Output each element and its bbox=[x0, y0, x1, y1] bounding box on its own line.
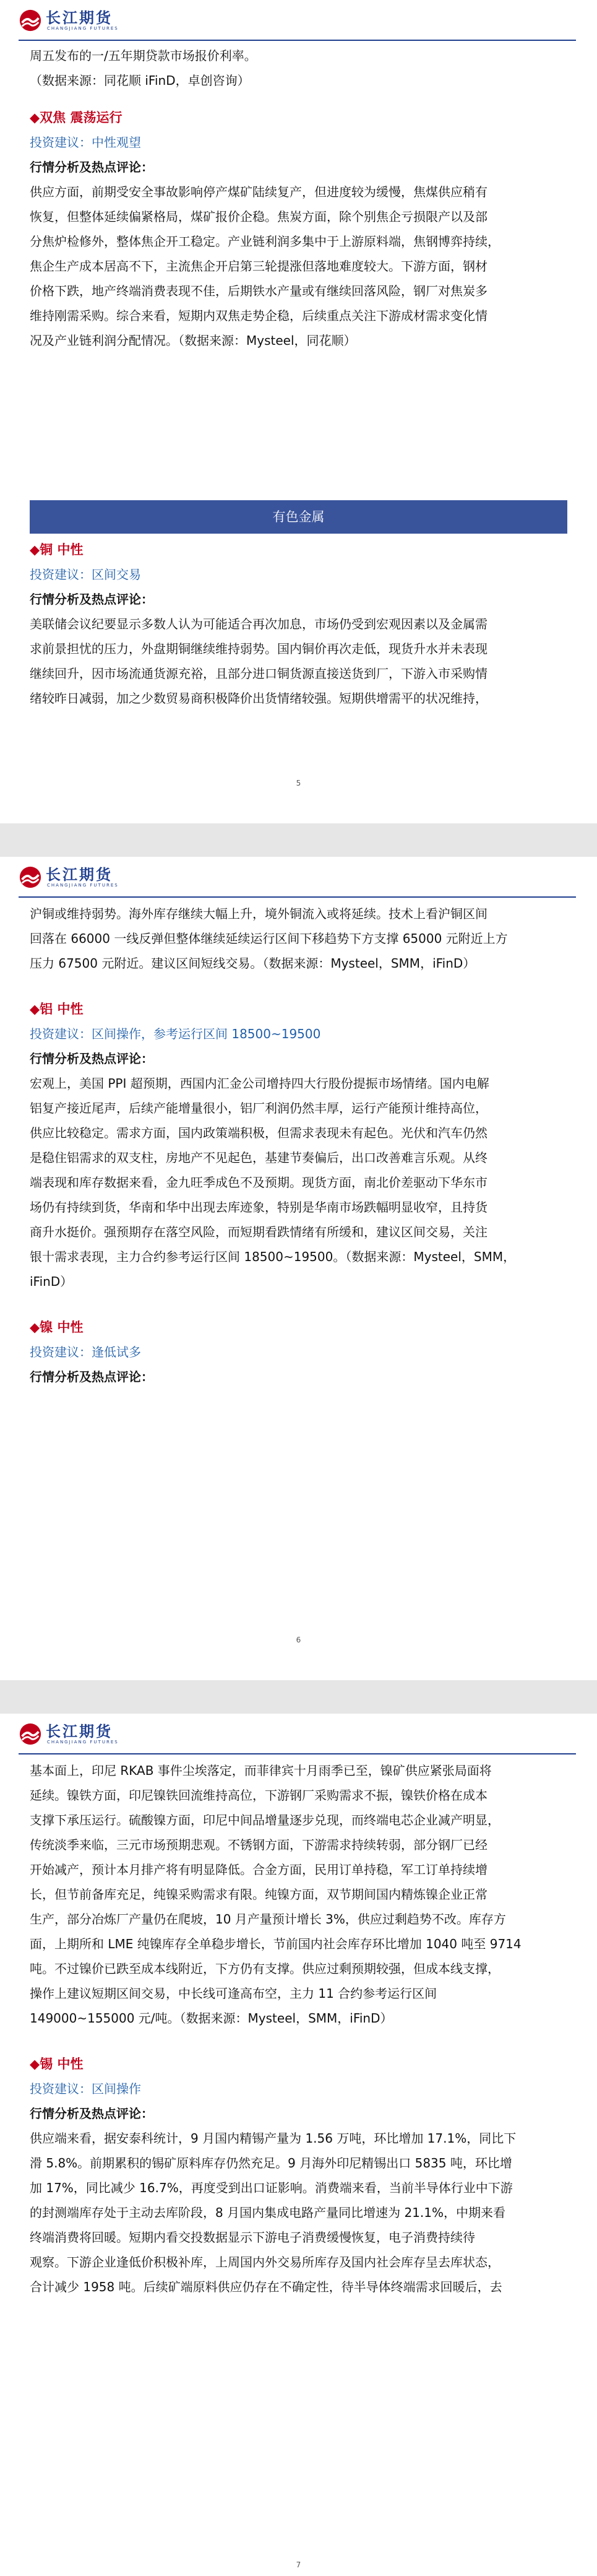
analysis-label: 行情分析及热点评论： bbox=[30, 1051, 153, 1066]
body-line: 端表现和库存数据来看，金九旺季成色不及预期。现货方面，南北价差驱动下华东市 bbox=[30, 1175, 487, 1190]
body-line: 操作上建议短期区间交易，中长线可逢高布空，主力 11 合约参考运行区间 bbox=[30, 1986, 437, 2001]
body-line: 加 17%，同比减少 16.7%，再度受到出口证影响。消费端来看，当前半导体行业中下游 bbox=[30, 2180, 513, 2195]
logo-mark-icon bbox=[19, 865, 42, 889]
section-title-coke: ◆双焦 震荡运行 bbox=[30, 110, 122, 125]
intro-line: 周五发布的一/五年期贷款市场报价利率。 bbox=[30, 48, 257, 63]
body-line: 商升水挺价。强预期存在落空风险，而短期看跌情绪有所缓和，建议区间交易，关注 bbox=[30, 1225, 487, 1239]
logo-text: 长江期货 bbox=[46, 1722, 113, 1740]
body-line: 供应方面，前期受安全事故影响停产煤矿陆续复产，但进度较为缓慢，焦煤供应稍有 bbox=[30, 184, 487, 199]
section-title-nickel: ◆镍 中性 bbox=[30, 1320, 84, 1335]
section-title-copper: ◆铜 中性 bbox=[30, 542, 84, 557]
page-header bbox=[0, 857, 597, 900]
logo-subtext: CHANGJIANG FUTURES bbox=[47, 1740, 119, 1745]
analysis-label: 行情分析及热点评论： bbox=[30, 2106, 153, 2121]
body-line: 观察。下游企业逢低价积极补库，上周国内外交易所库存及国内社会库存呈去库状态， bbox=[30, 2255, 500, 2270]
header-rule bbox=[19, 1753, 576, 1754]
page-gap bbox=[0, 1680, 597, 1714]
page-6 bbox=[0, 857, 597, 1680]
body-line: 焦企生产成本居高不下，主流焦企开启第三轮提涨但落地难度较大。下游方面，钢材 bbox=[30, 259, 487, 274]
company-logo bbox=[19, 1722, 119, 1746]
body-line: 供应比较稳定。需求方面，国内政策端积极，但需求表现未有起色。光伏和汽车仍然 bbox=[30, 1125, 487, 1140]
body-line: 传统淡季来临，三元市场预期悲观。不锈钢方面，下游需求持续转弱，部分钢厂已经 bbox=[30, 1837, 487, 1852]
body-line: 美联储会议纪要显示多数人认为可能适合再次加息，市场仍受到宏观因素以及金属需 bbox=[30, 617, 487, 631]
section-title-tin: ◆锡 中性 bbox=[30, 2057, 84, 2071]
page-number: 7 bbox=[296, 2561, 301, 2569]
logo-subtext: CHANGJIANG FUTURES bbox=[47, 883, 119, 888]
body-line: 终端消费将回暖。短期内看交投数据显示下游电子消费缓慢恢复，电子消费持续待 bbox=[30, 2230, 475, 2245]
page-header bbox=[0, 1714, 597, 1757]
body-line: 生产，部分冶炼厂产量仍在爬坡，10 月产量预计增长 3%，供应过剩趋势不改。库存方 bbox=[30, 1912, 506, 1927]
body-line: 维持刚需采购。综合来看，短期内双焦走势企稳，后续重点关注下游成材需求变化情 bbox=[30, 308, 487, 323]
body-line: 继续回升，因市场流通货源充裕，且部分进口铜货源直接送货到厂，下游入市采购情 bbox=[30, 666, 487, 681]
body-line: 基本面上，印尼 RKAB 事件尘埃落定，而菲律宾十月雨季已至，镍矿供应紧张局面将 bbox=[30, 1763, 492, 1778]
logo-subtext: CHANGJIANG FUTURES bbox=[47, 26, 119, 31]
investment-advice: 投资建议：逢低试多 bbox=[30, 1345, 141, 1360]
body-line: 长，但节前备库充足，纯镍采购需求有限。纯镍方面，双节期间国内精炼镍企业正常 bbox=[30, 1887, 487, 1902]
investment-advice: 投资建议：中性观望 bbox=[30, 135, 141, 150]
body-line: 恢复，但整体延续偏紧格局，煤矿报价企稳。焦炭方面，除个别焦企亏损限产以及部 bbox=[30, 209, 487, 224]
body-line: 分焦炉检修外，整体焦企开工稳定。产业链利润多集中于上游原料端，焦钢博弈持续， bbox=[30, 234, 500, 249]
body-line: 宏观上，美国 PPI 超预期，西国内汇金公司增持四大行股份提振市场情绪。国内电解 bbox=[30, 1076, 489, 1091]
body-line: 场仍有持续到货，华南和华中出现去库迹象，特别是华南市场跌幅明显收窄，且持货 bbox=[30, 1200, 487, 1215]
intro-source: （数据来源：同花顺 iFinD，卓创咨询） bbox=[30, 73, 250, 88]
investment-advice: 投资建议：区间操作，参考运行区间 18500~19500 bbox=[30, 1026, 321, 1041]
logo-text: 长江期货 bbox=[46, 9, 113, 27]
analysis-label: 行情分析及热点评论： bbox=[30, 592, 153, 607]
body-line: 沪铜或维持弱势。海外库存继续大幅上升，境外铜流入或将延续。技术上看沪铜区间 bbox=[30, 906, 487, 921]
body-line: 是稳住铝需求的双支柱，房地产不见起色，基建节奏偏后，出口改善难言乐观。从终 bbox=[30, 1150, 487, 1165]
body-line: 压力 67500 元附近。建议区间短线交易。（数据来源：Mysteel，SMM，iFinD） bbox=[30, 956, 476, 971]
body-line: 况及产业链利润分配情况。（数据来源：Mysteel，同花顺） bbox=[30, 333, 356, 348]
body-line: 面，上期所和 LME 纯镍库存全单稳步增长，节前国内社会库存环比增加 1040 吨至 9714 bbox=[30, 1936, 522, 1951]
page-number: 5 bbox=[296, 779, 301, 787]
body-line: iFinD） bbox=[30, 1274, 73, 1289]
analysis-label: 行情分析及热点评论： bbox=[30, 1369, 153, 1384]
body-line: 149000~155000 元/吨。（数据来源：Mysteel，SMM，iFinD） bbox=[30, 2011, 393, 2026]
company-logo bbox=[19, 865, 119, 889]
logo-mark-icon bbox=[19, 1722, 42, 1746]
body-line: 铝复产接近尾声，后续产能增量很小，铝厂利润仍然丰厚，运行产能预计维持高位， bbox=[30, 1101, 487, 1116]
investment-advice: 投资建议：区间操作 bbox=[30, 2081, 141, 2096]
body-line: 延续。镍铁方面，印尼镍铁回流维持高位，下游钢厂采购需求不振，镍铁价格在成本 bbox=[30, 1788, 487, 1803]
company-logo bbox=[19, 9, 119, 32]
page-5 bbox=[0, 0, 597, 823]
body-line: 求前景担忧的压力，外盘期铜继续维持弱势。国内铜价再次走低，现货升水并未表现 bbox=[30, 641, 487, 656]
body-line: 回落在 66000 一线反弹但整体继续延续运行区间下移趋势下方支撑 65000 元附近上方 bbox=[30, 931, 508, 946]
header-rule bbox=[19, 40, 576, 41]
logo-text: 长江期货 bbox=[46, 865, 113, 883]
section-banner: 有色金属 bbox=[30, 500, 567, 534]
body-line: 吨。不过镍价已跌至成本线附近，下方仍有支撑。供应过剩预期较强，但成本线支撑， bbox=[30, 1961, 500, 1976]
page-gap bbox=[0, 823, 597, 857]
page-content bbox=[30, 43, 567, 353]
body-line: 滑 5.8%。前期累积的锡矿原料库存仍然充足。9 月海外印尼精锡出口 5835 吨，环比增 bbox=[30, 2156, 512, 2171]
logo-mark-icon bbox=[19, 9, 42, 32]
section-title-aluminum: ◆铝 中性 bbox=[30, 1002, 84, 1017]
body-line: 合计减少 1958 吨。后续矿端原料供应仍存在不确定性，待半导体终端需求回暖后，去 bbox=[30, 2279, 502, 2294]
body-line: 支撑下承压运行。硫酸镍方面，印尼中间品增量逐步兑现，而终端电芯企业减产明显， bbox=[30, 1813, 500, 1828]
analysis-label: 行情分析及热点评论： bbox=[30, 160, 153, 175]
page-header bbox=[0, 0, 597, 43]
page-content bbox=[30, 1758, 567, 2299]
page-number: 6 bbox=[296, 1636, 301, 1644]
header-rule bbox=[19, 896, 576, 898]
investment-advice: 投资建议：区间交易 bbox=[30, 567, 141, 582]
page-content bbox=[30, 901, 567, 1389]
body-line: 的封测端库存处于主动去库阶段，8 月国内集成电路产量同比增速为 21.1%，中期来看 bbox=[30, 2205, 505, 2220]
body-line: 绪较昨日减弱，加之少数贸易商积极降价出货情绪较强。短期供增需平的状况维持， bbox=[30, 691, 487, 706]
page-content bbox=[30, 537, 567, 711]
page-7 bbox=[0, 1714, 597, 2576]
body-line: 开始减产，预计本月排产将有明显降低。合金方面，民用订单持稳，军工订单持续增 bbox=[30, 1862, 487, 1877]
body-line: 价格下跌，地产终端消费表现不佳，后期铁水产量或有继续回落风险，钢厂对焦炭多 bbox=[30, 284, 487, 298]
body-line: 供应端来看，据安泰科统计，9 月国内精锡产量为 1.56 万吨，环比增加 17.1%，同比下 bbox=[30, 2131, 517, 2146]
body-line: 银十需求表现，主力合约参考运行区间 18500~19500。（数据来源：Mysteel，SMM， bbox=[30, 1249, 516, 1264]
